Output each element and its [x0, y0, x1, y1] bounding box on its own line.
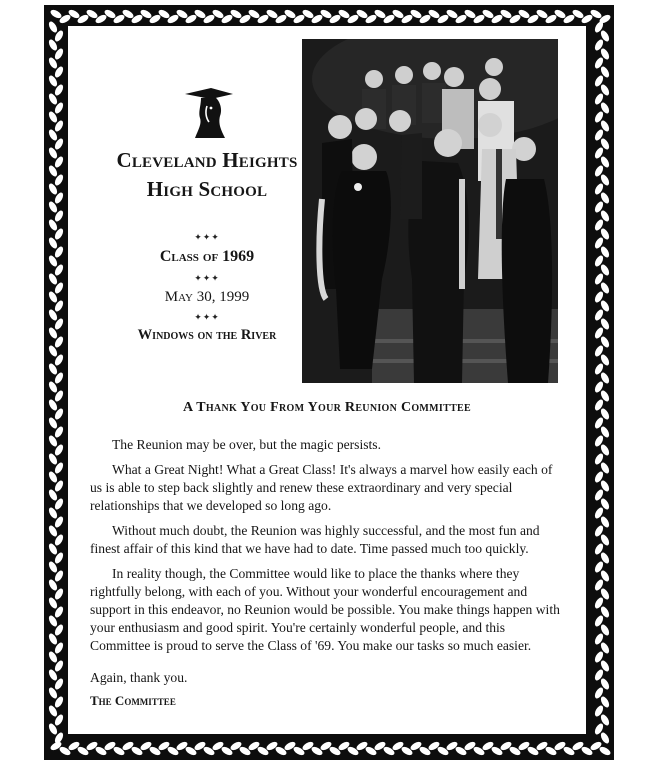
separator-ornament: ✦✦✦: [194, 273, 220, 283]
reunion-date: May 30, 1999: [164, 289, 250, 305]
letter-signature: The Committee: [90, 693, 176, 708]
hooded-figure-crest-icon: [181, 84, 237, 140]
committee-group-photo: [302, 39, 558, 383]
letter-paragraph: Without much doubt, the Reunion was highly successful, and the most fun and finest affair of this kind that we have had to date. Time passed much too quickly.: [90, 523, 540, 556]
letter-paragraph: The Reunion may be over, but the magic persists.: [112, 437, 382, 452]
class-year: Class of 1969: [159, 248, 255, 265]
letter-title: A Thank You From Your Reunion Committee: [183, 400, 471, 415]
letter-body: [90, 436, 566, 694]
reunion-venue: Windows on the River: [137, 327, 277, 343]
flyer-page: [68, 26, 586, 734]
separator-ornament: ✦✦✦: [194, 312, 220, 322]
separator-ornament: ✦✦✦: [194, 232, 220, 242]
letter-paragraph: In reality though, the Committee would like to place the thanks where they rightfully belong, with each of you. Without your wonderful encouragement and support in this endeavor, no Reunion would be possible. You make things happen with your enthusiasm and good spirit. You're certainly wonderful people, and this Committee is proud to serve the Class of '69. You make our tasks so much easier.: [90, 566, 560, 653]
school-name: Cleveland Heights High School: [116, 148, 298, 201]
letter-paragraph: What a Great Night! What a Great Class! It's always a marvel how easily each of us is able to step back slightly and renew these extraordinary and very special relationships that we developed so long ago.: [90, 462, 553, 513]
letter-closing: Again, thank you.: [90, 670, 188, 685]
